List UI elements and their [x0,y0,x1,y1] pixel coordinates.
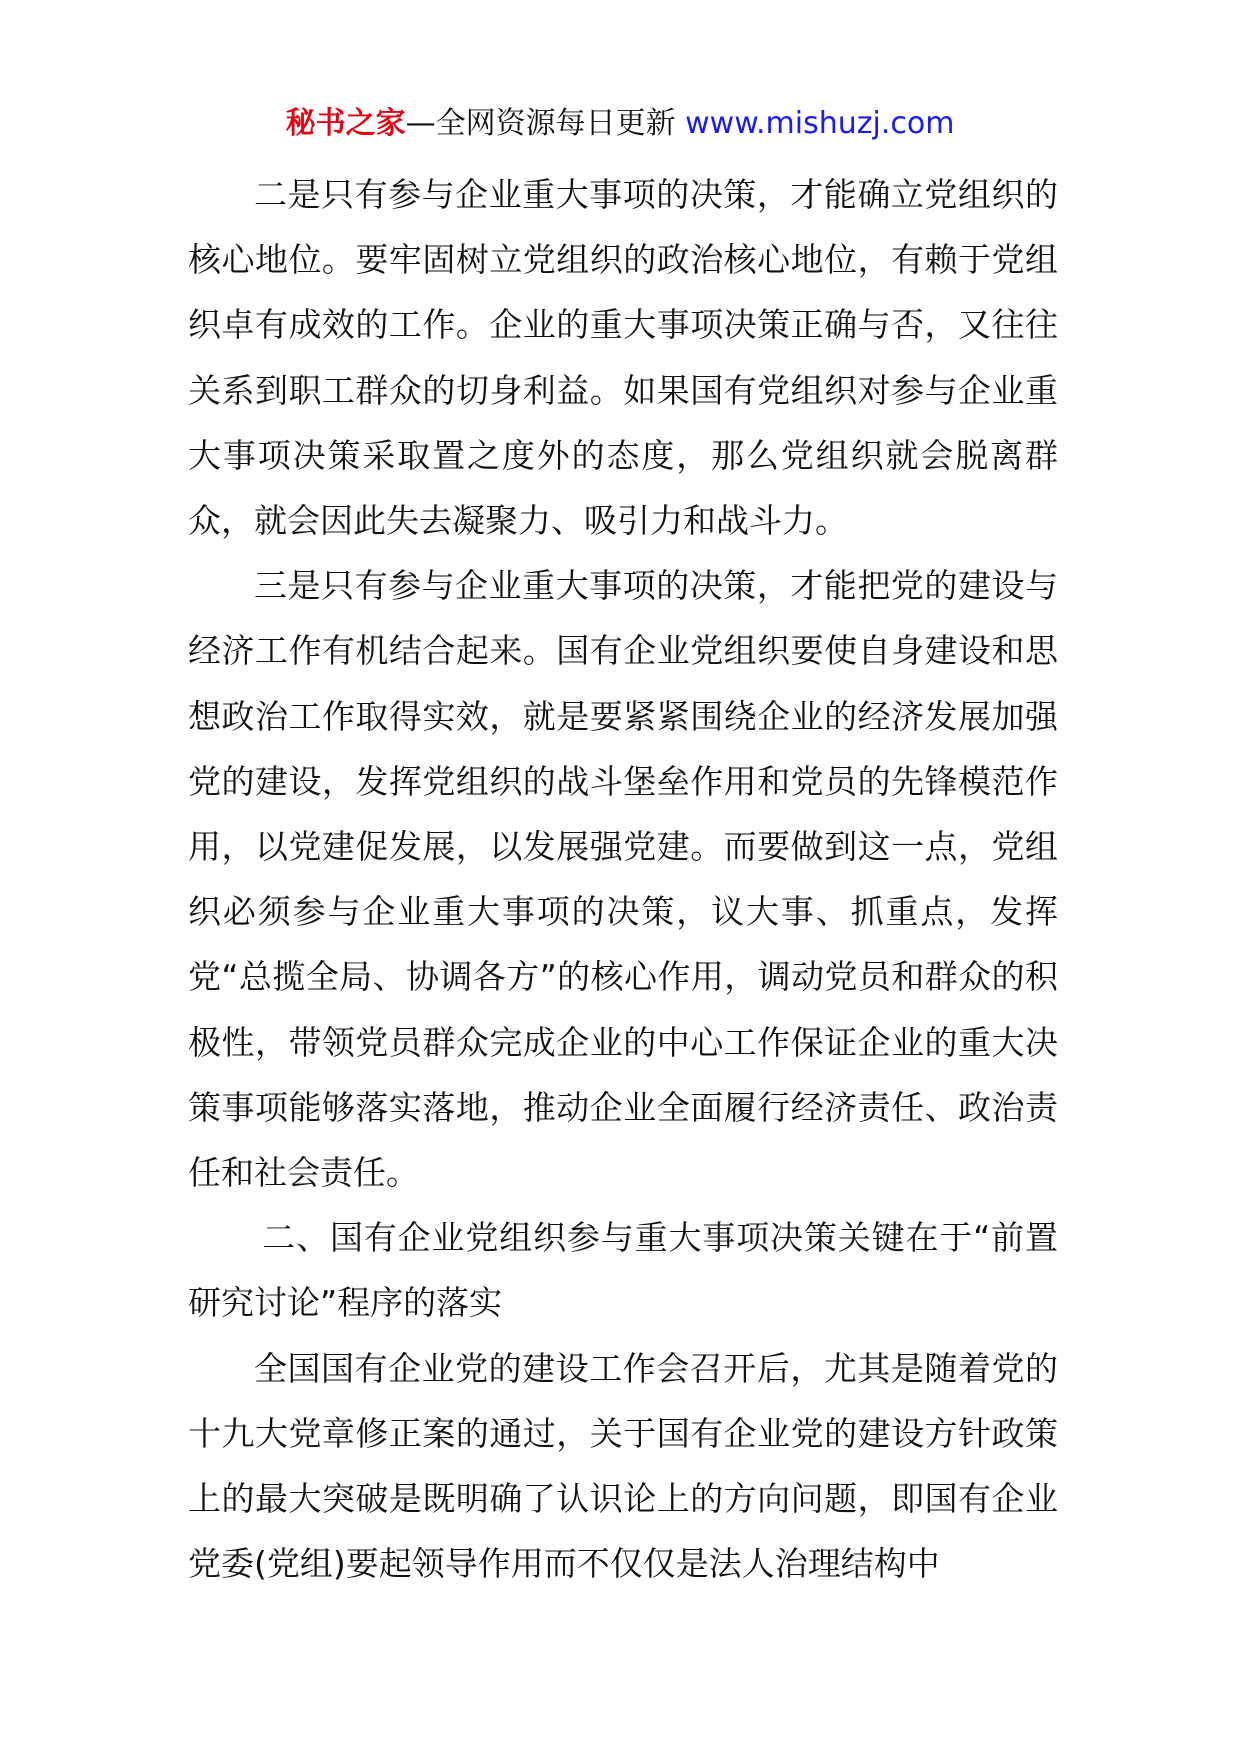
document-body [188,162,1058,1596]
paragraph-section-two-intro: 全国国有企业党的建设工作会召开后，尤其是随着党的十九大党章修正案的通过，关于国有企业党的建设方针政策上的最大突破是既明确了认识论上的方向问题，即国有企业党委(党组)要起领导作用而不仅仅是法人治理结构中 [188,1348,1058,1584]
page-header [0,104,1240,144]
section-heading-two: 二、国有企业党组织参与重大事项决策关键在于“前置研究讨论”程序的落实 [188,1218,1058,1323]
brand-name: 秘书之家 [285,106,406,141]
website-url[interactable]: www.mishuzj.com [685,106,955,141]
paragraph-point-two: 二是只有参与企业重大事项的决策，才能确立党组织的核心地位。要牢固树立党组织的政治核心地位，有赖于党组织卓有成效的工作。企业的重大事项决策正确与否，又往往关系到职工群众的切身利益。如果国有党组织对参与企业重大事项决策采取置之度外的态度，那么党组织就会脱离群众，就会因此失去凝聚力、吸引力和战斗力。 [188,175,1058,541]
header-tagline: —全网资源每日更新 [405,106,686,141]
paragraph-point-three: 三是只有参与企业重大事项的决策，才能把党的建设与经济工作有机结合起来。国有企业党组织要使自身建设和思想政治工作取得实效，就是要紧紧围绕企业的经济发展加强党的建设，发挥党组织的战斗堡垒作用和党员的先锋模范作用，以党建促发展，以发展强党建。而要做到这一点，党组织必须参与企业重大事项的决策，议大事、抓重点，发挥党“总揽全局、协调各方”的核心作用，调动党员和群众的积极性，带领党员群众完成企业的中心工作保证企业的重大决策事项能够落实落地，推动企业全面履行经济责任、政治责任和社会责任。 [188,566,1058,1193]
